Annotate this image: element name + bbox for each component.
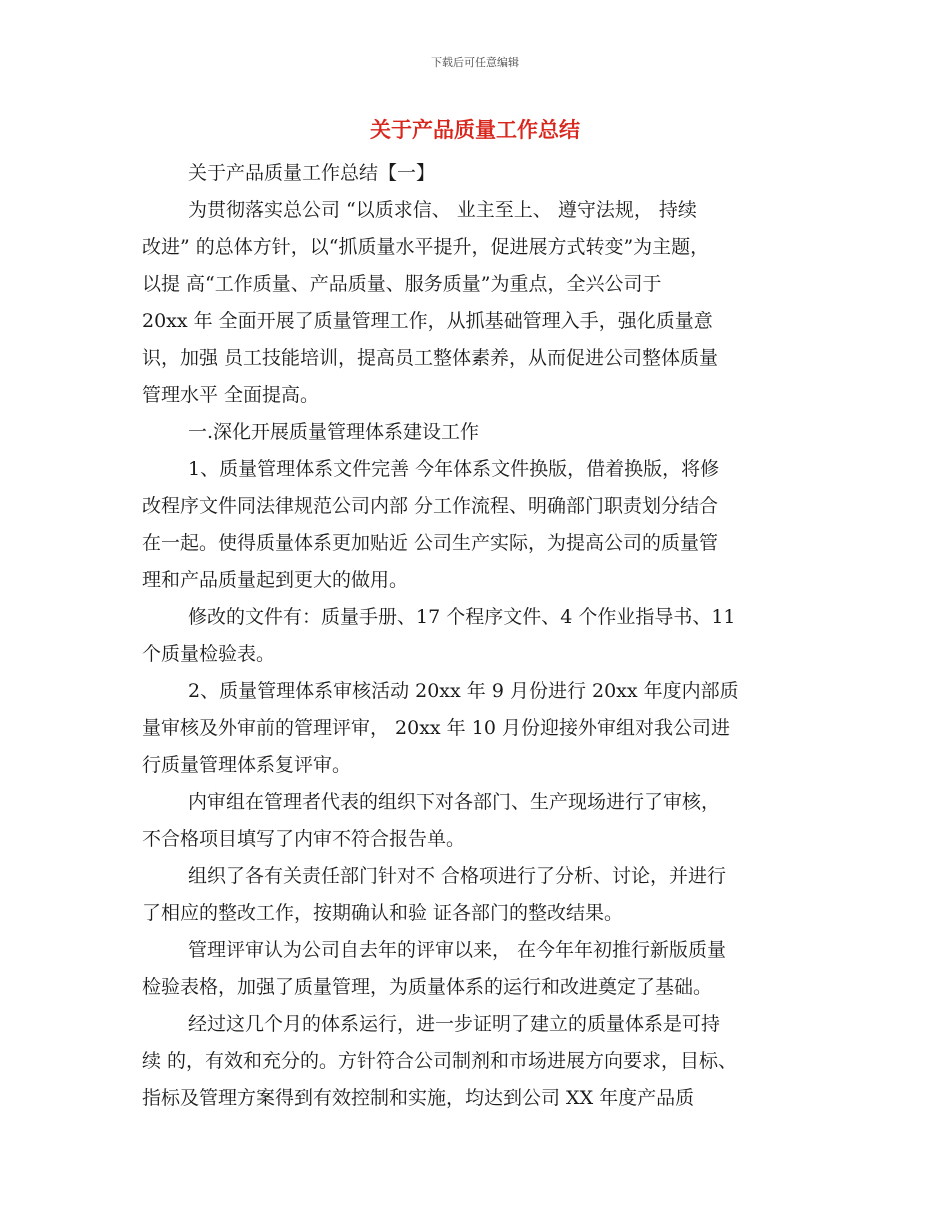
text-line: 检验表格，加强了质量管理，为质量体系的运行和改进奠定了基础。 [142, 976, 713, 998]
text-line: 不合格项目填写了内审不符合报告单。 [142, 828, 466, 850]
text-line: 关于产品质量工作总结【一】 [188, 162, 436, 184]
document-body [142, 155, 822, 1117]
text-line: 个质量检验表。 [142, 643, 276, 665]
text-line: 为贯彻落实总公司 “以质求信、 业主至上、 遵守法规， 持续 [188, 199, 697, 221]
text-line: 一.深化开展质量管理体系建设工作 [188, 421, 480, 443]
text-line: 在一起。使得质量体系更加贴近 公司生产实际，为提高公司的质量管 [142, 532, 719, 554]
text-line: 理和产品质量起到更大的做用。 [142, 569, 409, 591]
text-line: 1、质量管理体系文件完善 今年体系文件换版，借着换版，将修 [188, 458, 720, 480]
text-line: 指标及管理方案得到有效控制和实施，均达到公司 XX 年度产品质 [142, 1087, 695, 1109]
text-line: 经过这几个月的体系运行，进一步证明了建立的质量体系是可持 [188, 1013, 721, 1035]
text-line: 管理水平 全面提高。 [142, 384, 320, 406]
text-line: 行质量管理体系复评审。 [142, 754, 352, 776]
text-line: 管理评审认为公司自去年的评审以来， 在今年年初推行新版质量 [188, 939, 727, 961]
text-line: 组织了各有关责任部门针对不 合格项进行了分析、讨论，并进行 [188, 865, 727, 887]
text-line: 量审核及外审前的管理评审， 20xx 年 10 月份迎接外审组对我公司进 [142, 717, 730, 739]
text-line: 内审组在管理者代表的组织下对各部门、生产现场进行了审核， [188, 791, 721, 813]
text-line: 识，加强 员工技能培训，提高员工整体素养，从而促进公司整体质量 [142, 347, 719, 369]
text-line: 修改的文件有：质量手册、17 个程序文件、4 个作业指导书、11 [188, 606, 736, 628]
text-line: 以提 高“工作质量、产品质量、服务质量”为重点，全兴公司于 [142, 273, 662, 295]
header-note: 下载后可任意编辑 [431, 56, 519, 69]
text-line: 20xx 年 全面开展了质量管理工作，从抓基础管理入手，强化质量意 [142, 310, 713, 332]
text-line: 改程序文件同法律规范公司内部 分工作流程、明确部门职责划分结合 [142, 495, 719, 517]
text-line: 改进” 的总体方针，以“抓质量水平提升，促进展方式转变”为主题， [142, 236, 710, 258]
document-title: 关于产品质量工作总结 [370, 118, 580, 142]
text-line: 续 的，有效和充分的。方针符合公司制剂和市场进展方向要求，目标、 [142, 1050, 738, 1072]
text-line: 了相应的整改工作，按期确认和验 证各部门的整改结果。 [142, 902, 624, 924]
text-line: 2、质量管理体系审核活动 20xx 年 9 月份进行 20xx 年度内部质 [188, 680, 739, 702]
